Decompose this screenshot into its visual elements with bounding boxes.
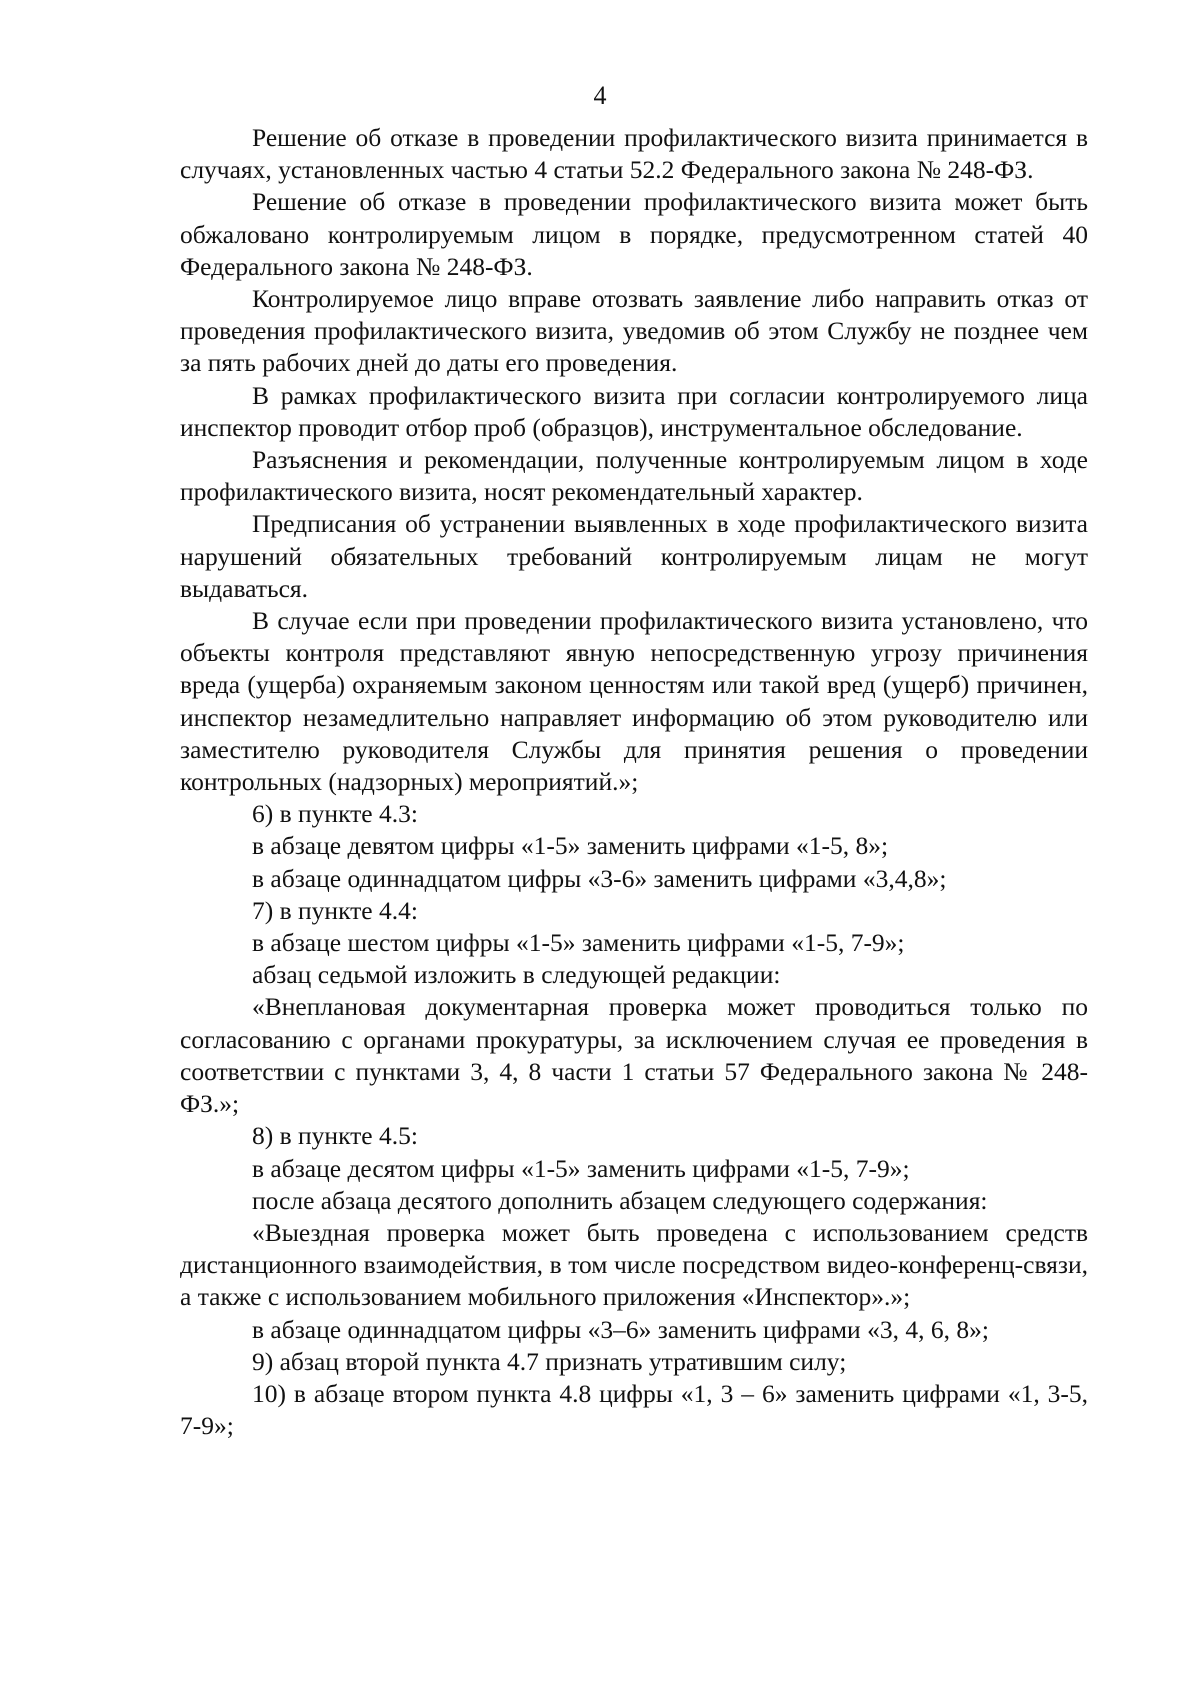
paragraph-sampling: В рамках профилактического визита при согласии контролируемого лица инспектор проводит отбор проб (образцов), инструментальное обследование. xyxy=(180,380,1088,442)
paragraph-refusal-cases: Решение об отказе в проведении профилактического визита принимается в случаях, установленных частью 4 статьи 52.2 Федерального закона № 248-ФЗ. xyxy=(180,123,1088,185)
paragraph-item-8-tenth: в абзаце десятом цифры «1-5» заменить цифрами «1-5, 7-9»; xyxy=(252,1153,910,1183)
paragraph-item-8-addition: после абзаца десятого дополнить абзацем следующего содержания: xyxy=(252,1185,988,1215)
paragraph-withdrawal: Контролируемое лицо вправе отозвать заявление либо направить отказ от проведения профилактического визита, уведомив об этом Службу не позднее чем за пять рабочих дней до даты его проведения. xyxy=(180,284,1088,378)
paragraph-item-7-seventh: абзац седьмой изложить в следующей редакции: xyxy=(252,960,781,990)
paragraph-field-inspection: «Выездная проверка может быть проведена с использованием средств дистанционного взаимодействия, в том числе посредством видео-конференц-связи, а также с использованием мобильного приложения «Инспектор».»; xyxy=(180,1217,1088,1312)
document-body xyxy=(180,122,1088,1442)
paragraph-item-9: 9) абзац второй пункта 4.7 признать утратившим силу; xyxy=(252,1346,847,1376)
paragraph-item-6-eleventh: в абзаце одиннадцатом цифры «3-6» заменить цифрами «3,4,8»; xyxy=(252,863,947,893)
paragraph-refusal-appeal: Решение об отказе в проведении профилактического визита может быть обжаловано контролируемым лицом в порядке, предусмотренном статей 40 Федерального закона № 248-ФЗ. xyxy=(180,187,1088,281)
paragraph-prescriptions: Предписания об устранении выявленных в ходе профилактического визита нарушений обязательных требований контролируемым лицам не могут выдаваться. xyxy=(180,509,1088,603)
paragraph-item-7-sixth: в абзаце шестом цифры «1-5» заменить цифрами «1-5, 7-9»; xyxy=(252,928,905,958)
page-number: 4 xyxy=(593,81,607,110)
paragraph-item-8: 8) в пункте 4.5: xyxy=(252,1121,418,1151)
paragraph-recommendations: Разъяснения и рекомендации, полученные контролируемым лицом в ходе профилактического визита, носят рекомендательный характер. xyxy=(180,445,1088,507)
paragraph-item-10: 10) в абзаце втором пункта 4.8 цифры «1, 3 – 6» заменить цифрами «1, 3-5, 7-9»; xyxy=(180,1378,1088,1441)
paragraph-item-8-eleventh: в абзаце одиннадцатом цифры «3–6» заменить цифрами «3, 4, 6, 8»; xyxy=(252,1314,989,1344)
paragraph-item-6: 6) в пункте 4.3: xyxy=(252,799,418,829)
paragraph-item-7: 7) в пункте 4.4: xyxy=(252,895,418,925)
paragraph-threat-of-harm: В случае если при проведении профилактического визита установлено, что объекты контроля представляют явную непосредственную угрозу причинения вреда (ущерба) охраняемым законом ценностям или такой вред (ущерб) причинен, инспектор незамедлительно направляет информацию об этом руководителю или заместителю руководителя Службы для принятия решения о проведении контрольных (надзорных) мероприятий.»; xyxy=(180,606,1088,797)
paragraph-item-6-ninth: в абзаце девятом цифры «1-5» заменить цифрами «1-5, 8»; xyxy=(252,831,889,861)
paragraph-documentary-inspection: «Внеплановая документарная проверка может проводиться только по согласованию с органами прокуратуры, за исключением случая ее проведения в соответствии с пунктами 3, 4, 8 части 1 статьи 57 Федерального закона № 248-ФЗ.»; xyxy=(180,992,1088,1119)
